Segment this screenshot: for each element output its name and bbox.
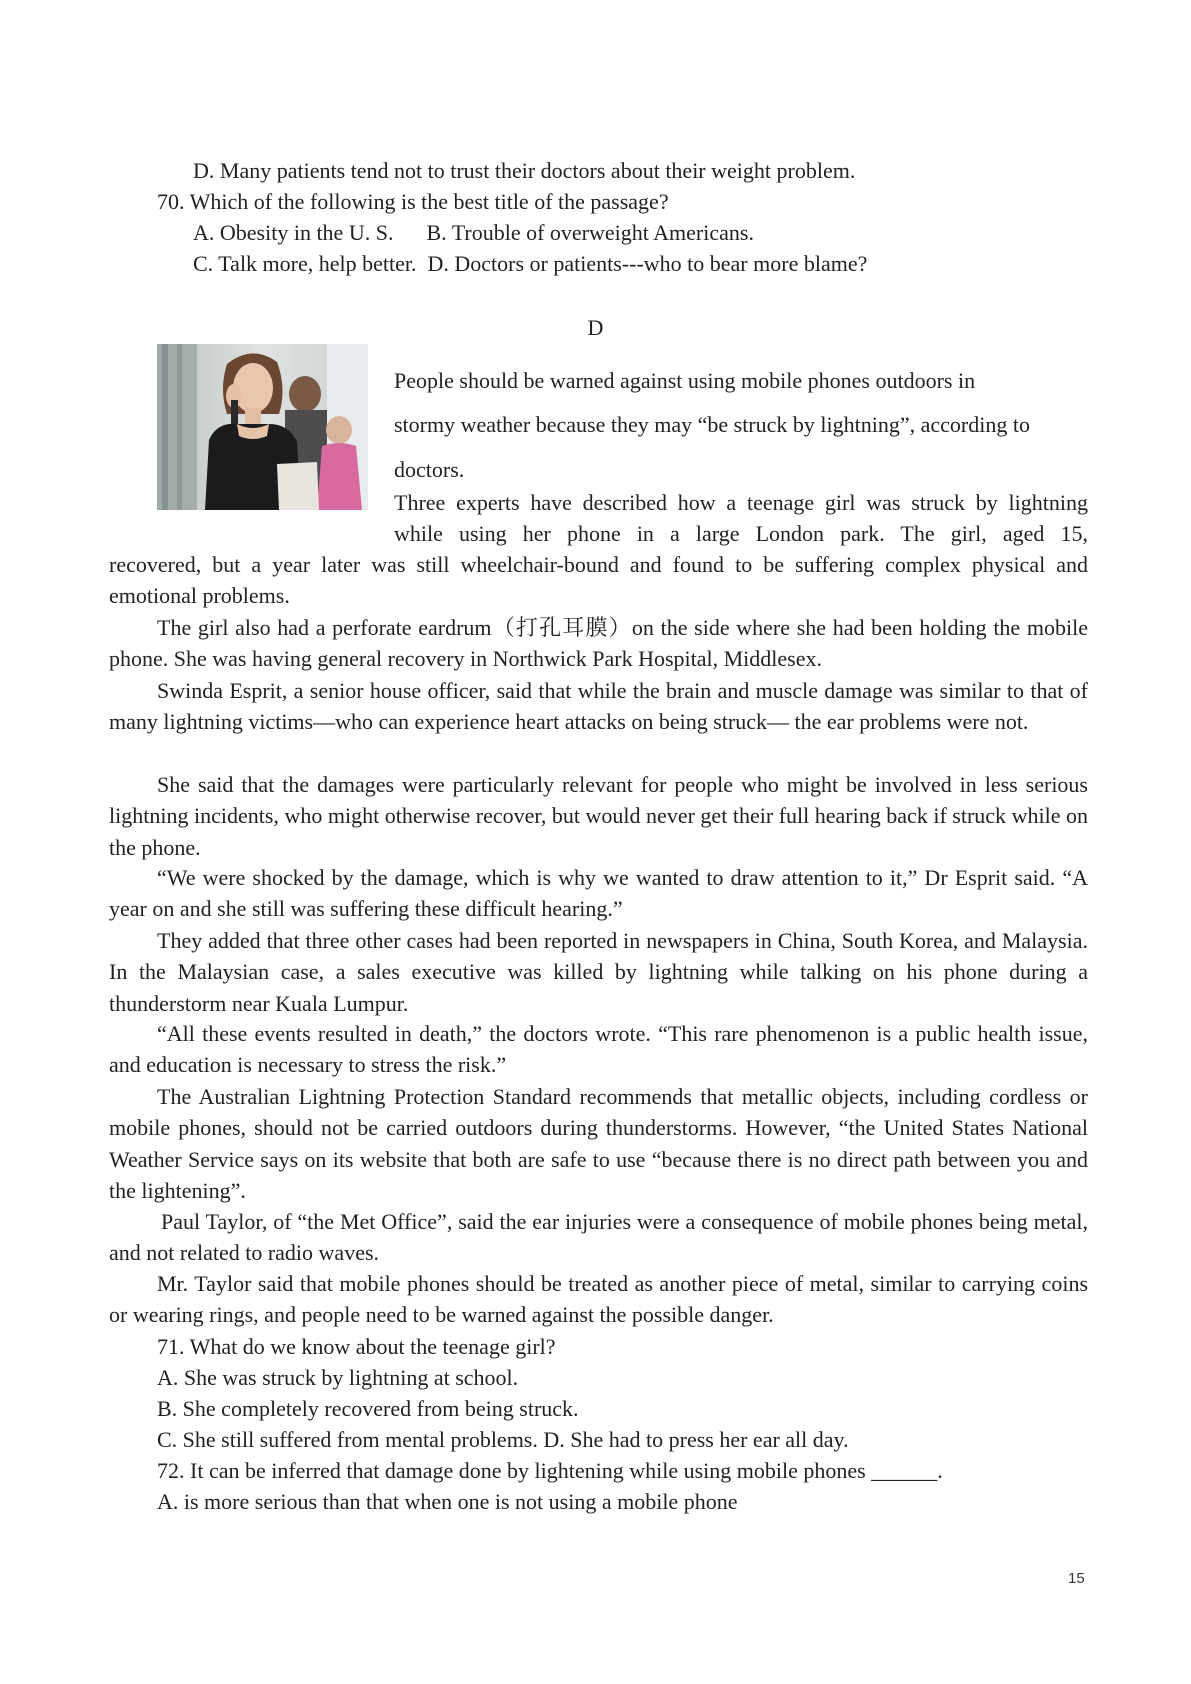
q70-options-ab: A. Obesity in the U. S. B. Trouble of overweight Americans.: [193, 220, 754, 245]
paragraph-5: She said that the damages were particularly relevant for people who might be involved in less serious lightning incidents, who might otherwise recover, but would never get their full hearing back if struck while on the phone.: [109, 772, 1088, 860]
p2-line-1: Three experts have described how a teenage girl was struck by lightning: [394, 490, 1088, 515]
paragraph-3: The girl also had a perforate eardrum（打孔耳膜）on the side where she had been holding the mobile phone. She was having general recovery in Northwick Park Hospital, Middlesex.: [109, 615, 1088, 672]
p2-line-2: while using her phone in a large London park. The girl, aged 15,: [394, 521, 1088, 546]
q70-question: 70. Which of the following is the best title of the passage?: [157, 189, 669, 214]
section-label: D: [587, 315, 604, 340]
woman-on-phone-photo: [157, 344, 368, 510]
page-number: 15: [1068, 1570, 1085, 1587]
paragraph-8: “All these events resulted in death,” the doctors wrote. “This rare phenomenon is a public health issue, and education is necessary to stress the risk.”: [109, 1021, 1088, 1078]
q71-question: 71. What do we know about the teenage girl?: [157, 1334, 556, 1359]
q72-option-a: A. is more serious than that when one is not using a mobile phone: [157, 1489, 738, 1514]
p2-rest: recovered, but a year later was still wheelchair-bound and found to be suffering complex physical and emotional problems.: [109, 552, 1088, 609]
intro-line-2: stormy weather because they may “be struck by lightning”, according to: [394, 412, 1030, 437]
paragraph-7: They added that three other cases had been reported in newspapers in China, South Korea, and Malaysia. In the Malaysian case, a sales executive was killed by lightning while talking on his phone during a thunderstorm near Kuala Lumpur.: [109, 928, 1088, 1016]
paragraph-4: Swinda Esprit, a senior house officer, said that while the brain and muscle damage was similar to that of many lightning victims—who can experience heart attacks on being struck— the ear problems were not.: [109, 678, 1088, 735]
q72-question: 72. It can be inferred that damage done by lightening while using mobile phones ______.: [157, 1458, 943, 1483]
q69-option-d: D. Many patients tend not to trust their doctors about their weight problem.: [193, 158, 856, 183]
paragraph-9: The Australian Lightning Protection Standard recommends that metallic objects, including cordless or mobile phones, should not be carried outdoors during thunderstorms. However, “the United States National Weather Service says on its website that both are safe to use “because there is no direct path between you and the lightening”.: [109, 1084, 1088, 1203]
intro-line-1: People should be warned against using mobile phones outdoors in: [394, 368, 976, 393]
paragraph-6: “We were shocked by the damage, which is why we wanted to draw attention to it,” Dr Esprit said. “A year on and she still was suffering these difficult hearing.”: [109, 865, 1088, 922]
intro-line-3: doctors.: [394, 457, 465, 482]
q71-options-cd: C. She still suffered from mental problems. D. She had to press her ear all day.: [157, 1427, 849, 1452]
paragraph-11: Mr. Taylor said that mobile phones should be treated as another piece of metal, similar to carrying coins or wearing rings, and people need to be warned against the possible danger.: [109, 1271, 1088, 1328]
paragraph-10: Paul Taylor, of “the Met Office”, said the ear injuries were a consequence of mobile phones being metal, and not related to radio waves.: [109, 1209, 1088, 1266]
q70-options-cd: C. Talk more, help better. D. Doctors or patients---who to bear more blame?: [193, 251, 868, 276]
photo-illustration: [157, 344, 368, 510]
q71-option-b: B. She completely recovered from being struck.: [157, 1396, 579, 1421]
q71-option-a: A. She was struck by lightning at school.: [157, 1365, 519, 1390]
